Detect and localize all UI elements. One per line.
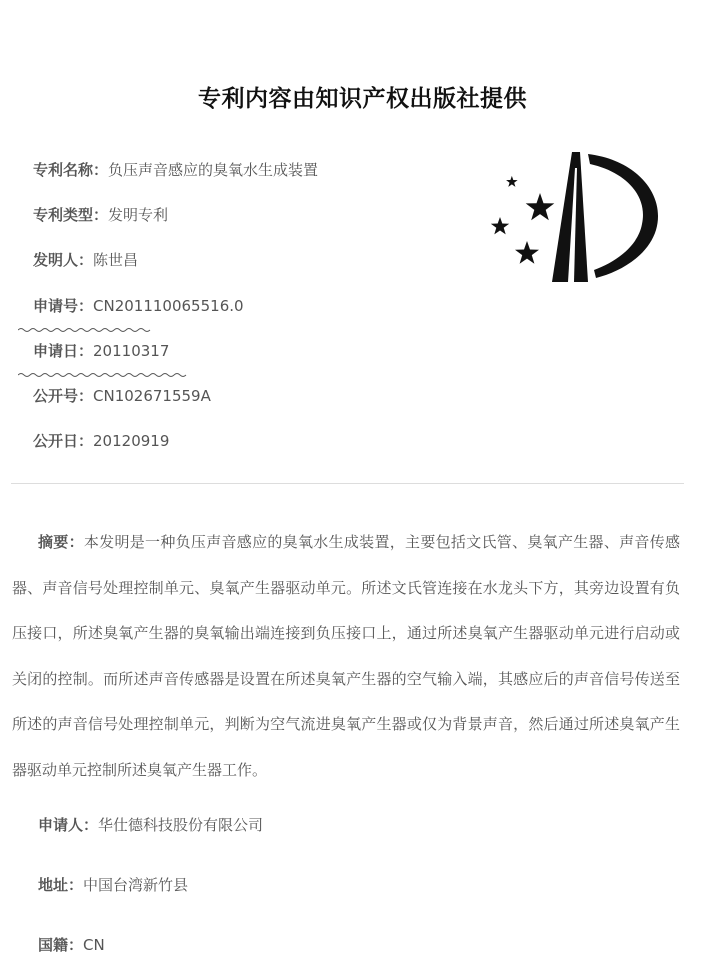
section-divider	[11, 483, 684, 484]
field-publication-number	[33, 386, 211, 406]
field-value: 中国台湾新竹县	[83, 876, 189, 894]
wavy-underline-decoration	[18, 326, 154, 334]
field-value: 发明专利	[108, 206, 169, 224]
field-label: 发明人：	[33, 251, 94, 269]
wavy-underline-decoration	[18, 371, 192, 379]
patent-office-logo-icon	[488, 148, 666, 288]
field-application-date	[33, 341, 169, 361]
field-label: 公开号：	[33, 387, 94, 405]
field-value: 20110317	[93, 342, 170, 360]
field-value: CN	[83, 936, 105, 954]
field-patent-type	[33, 205, 168, 225]
field-label: 专利名称：	[33, 161, 109, 179]
field-label: 申请人：	[38, 816, 99, 834]
field-value: 20120919	[93, 432, 170, 450]
page-title: 专利内容由知识产权出版社提供	[198, 86, 527, 112]
field-value: 华仕德科技股份有限公司	[98, 816, 264, 834]
field-address	[38, 875, 188, 895]
field-label: 申请日：	[33, 342, 94, 360]
field-publication-date	[33, 431, 169, 451]
abstract-label: 摘要：	[38, 533, 84, 551]
field-inventor	[33, 250, 138, 270]
field-value: 陈世昌	[93, 251, 139, 269]
field-value: 负压声音感应的臭氧水生成装置	[108, 161, 319, 179]
field-applicant	[38, 815, 263, 835]
abstract-text: 本发明是一种负压声音感应的臭氧水生成装置，主要包括文氏管、臭氧产生器、声音传感器、声音信号处理控制单元、臭氧产生器驱动单元。所述文氏管连接在水龙头下方，其旁边设置有负压接口，所述臭氧产生器的臭氧输出端连接到负压接口上，通过所述臭氧产生器驱动单元进行启动或关闭的控制。而所述声音传感器是设置在所述臭氧产生器的空气输入端，其感应后的声音信号传送至所述的声音信号处理控制单元，判断为空气流进臭氧产生器或仅为背景声音，然后通过所述臭氧产生器驱动单元控制所述臭氧产生器工作。	[12, 533, 680, 779]
field-label: 公开日：	[33, 432, 94, 450]
field-label: 专利类型：	[33, 206, 109, 224]
field-label: 国籍：	[38, 936, 84, 954]
field-patent-name	[33, 160, 318, 180]
field-value: CN201110065516.0	[93, 297, 244, 315]
field-label: 地址：	[38, 876, 84, 894]
field-nationality	[38, 935, 105, 955]
field-label: 申请号：	[33, 297, 94, 315]
field-application-number	[33, 296, 244, 316]
abstract-paragraph	[12, 520, 680, 793]
field-value: CN102671559A	[93, 387, 211, 405]
